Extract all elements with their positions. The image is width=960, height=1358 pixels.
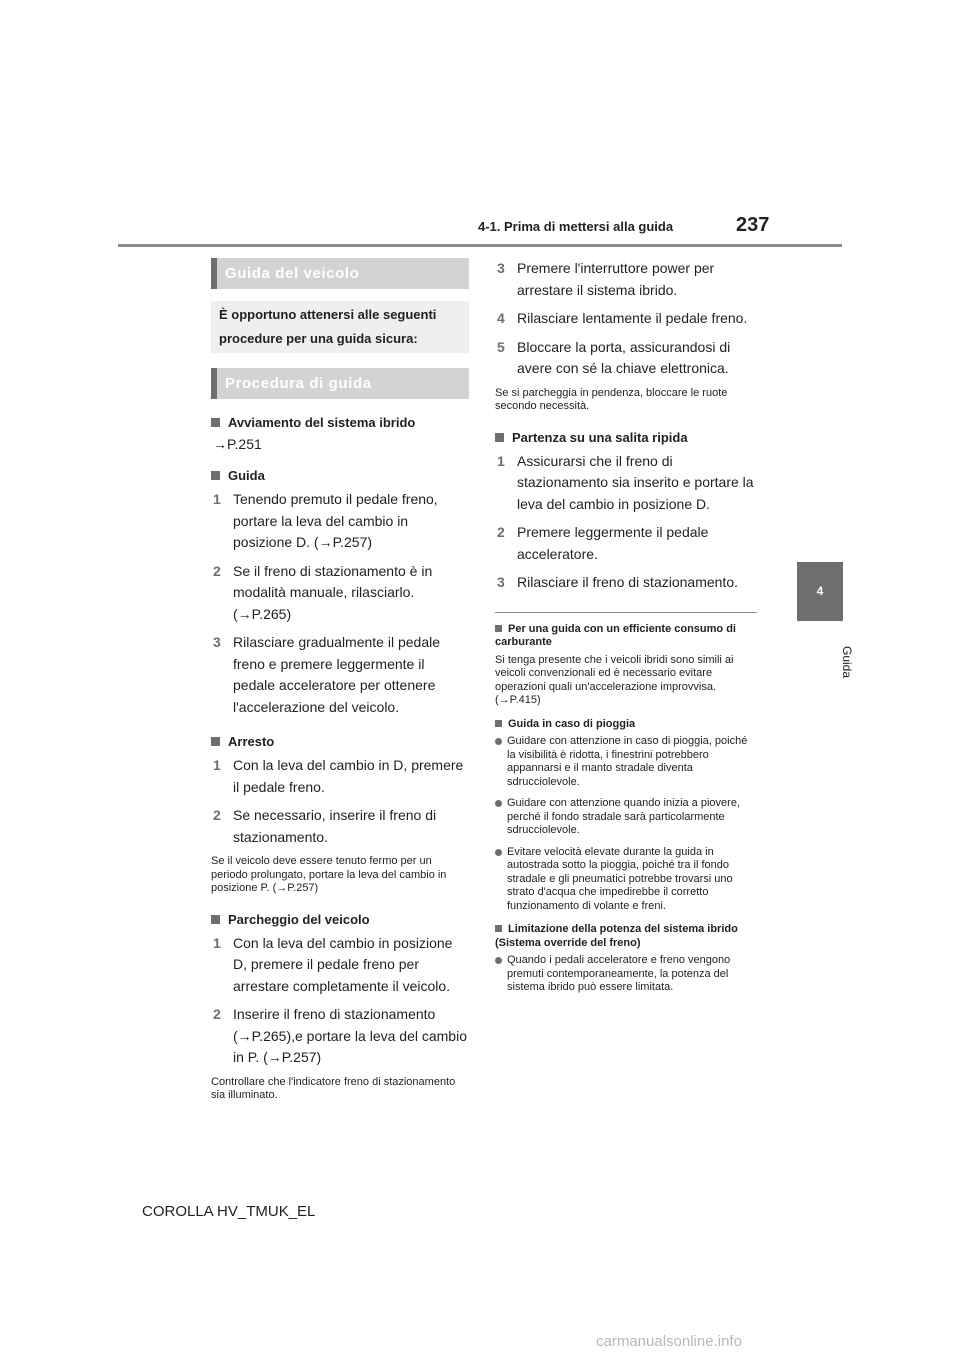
chapter-tab-label: Guida bbox=[840, 646, 854, 679]
notes-divider bbox=[495, 612, 757, 613]
square-bullet-icon bbox=[495, 433, 504, 442]
step-item: 2 Inserire il freno di stazionamento (→P.265),e portare la leva del cambio in P. (→P.257) bbox=[213, 1006, 467, 1065]
subheading-salita: Partenza su una salita ripida bbox=[495, 430, 757, 445]
square-bullet-icon bbox=[211, 915, 220, 924]
note-heading-pioggia: Guida in caso di pioggia bbox=[495, 718, 757, 732]
step-item: 2 Premere leggermente il pedale acceleratore. bbox=[497, 524, 709, 562]
note-text: Se si parcheggia in pendenza, bloccare le ruote secondo necessità. bbox=[495, 386, 728, 412]
bullet-item: Quando i pedali acceleratore e freno vengono premuti contemporaneamente, la potenza del sistema ibrido può essere limitata. bbox=[495, 954, 757, 995]
watermark: carmanualsonline.info bbox=[596, 1333, 742, 1350]
circle-bullet-icon bbox=[495, 800, 502, 807]
note-heading-limitazione: Limitazione della potenza del sistema ibrido (Sistema override del freno) bbox=[495, 923, 738, 949]
step-item: 3 Rilasciare il freno di stazionamento. bbox=[497, 574, 738, 590]
header-divider bbox=[118, 244, 842, 247]
bullet-item: Evitare velocità elevate durante la guida in autostrada sotto la pioggia, poiché tra il fondo stradale e gli pneumatici potrebbe trovarsi uno strato d'acqua che impedirebbe il corretto funzionamento di volante e freni. bbox=[495, 846, 757, 914]
step-item: 2 Se il freno di stazionamento è in modalità manuale, rilasciarlo. (→P.265) bbox=[213, 562, 433, 622]
step-item: 1 Con la leva del cambio in D, premere il pedale freno. bbox=[213, 757, 464, 795]
chapter-heading: 4-1. Prima di mettersi alla guida bbox=[478, 219, 674, 234]
note-text: Controllare che l'indicatore freno di stazionamento sia illuminato. bbox=[211, 1075, 456, 1101]
right-column bbox=[495, 258, 757, 1003]
bullet-item: Guidare con attenzione quando inizia a piovere, perché il fondo stradale sarà particolarmente sdrucciolevole. bbox=[495, 797, 757, 838]
page-reference-link[interactable]: →P.251 bbox=[213, 436, 262, 452]
section-title-guida-veicolo: Guida del veicolo bbox=[211, 258, 469, 289]
subheading-avviamento: Avviamento del sistema ibrido bbox=[211, 415, 469, 430]
square-bullet-icon bbox=[211, 737, 220, 746]
note-text: Si tenga presente che i veicoli ibridi sono simili ai veicoli convenzionali ed è necessario evitare operazioni quali un'accelerazione improvvisa. (→P.415) bbox=[495, 653, 734, 706]
subheading-parcheggio: Parcheggio del veicolo bbox=[211, 912, 469, 927]
square-bullet-icon bbox=[211, 418, 220, 427]
bullet-item: Guidare con attenzione in caso di pioggia, poiché la visibilità è ridotta, i finestrini potrebbero appannarsi e il manto stradale diventa sdrucciolevole. bbox=[495, 735, 757, 789]
square-bullet-icon bbox=[211, 471, 220, 480]
subheading-arresto: Arresto bbox=[211, 734, 469, 749]
step-item: 3 Rilasciare gradualmente il pedale freno e premere leggermente il pedale acceleratore per ottenere l'accelerazione del veicolo. bbox=[213, 634, 441, 715]
circle-bullet-icon bbox=[495, 738, 502, 745]
subheading-guida: Guida bbox=[211, 468, 469, 483]
square-bullet-icon bbox=[495, 625, 502, 632]
step-item: 2 Se necessario, inserire il freno di stazionamento. bbox=[213, 807, 437, 845]
step-item: 1 Con la leva del cambio in posizione D, premere il pedale freno per arrestare completamente il veicolo. bbox=[213, 934, 453, 994]
left-column bbox=[211, 258, 469, 1113]
step-item: 5 Bloccare la porta, assicurandosi di avere con sé la chiave elettronica. bbox=[497, 338, 731, 376]
square-bullet-icon bbox=[495, 720, 502, 727]
footer-model: COROLLA HV_TMUK_EL bbox=[142, 1203, 316, 1220]
circle-bullet-icon bbox=[495, 849, 502, 856]
square-bullet-icon bbox=[495, 925, 502, 932]
page-number: 237 bbox=[736, 214, 770, 236]
intro-box: È opportuno attenersi alle seguenti procedure per una guida sicura: bbox=[211, 301, 469, 353]
step-item: 1 Tenendo premuto il pedale freno, portare la leva del cambio in posizione D. (→P.257) bbox=[213, 491, 438, 550]
circle-bullet-icon bbox=[495, 957, 502, 964]
chapter-tab[interactable]: 4 bbox=[797, 562, 843, 621]
step-item: 1 Assicurarsi che il freno di stazionamento sia inserito e portare la leva del cambio in posizione D. bbox=[497, 452, 754, 512]
note-heading-efficiente: Per una guida con un efficiente consumo di carburante bbox=[495, 622, 736, 648]
step-item: 4 Rilasciare lentamente il pedale freno. bbox=[497, 310, 748, 326]
step-item: 3 Premere l'interruttore power per arrestare il sistema ibrido. bbox=[497, 260, 715, 298]
note-text: Se il veicolo deve essere tenuto fermo per un periodo prolungato, portare la leva del cambio in posizione P. (→P.257) bbox=[211, 855, 447, 894]
section-title-procedura: Procedura di guida bbox=[211, 368, 469, 399]
